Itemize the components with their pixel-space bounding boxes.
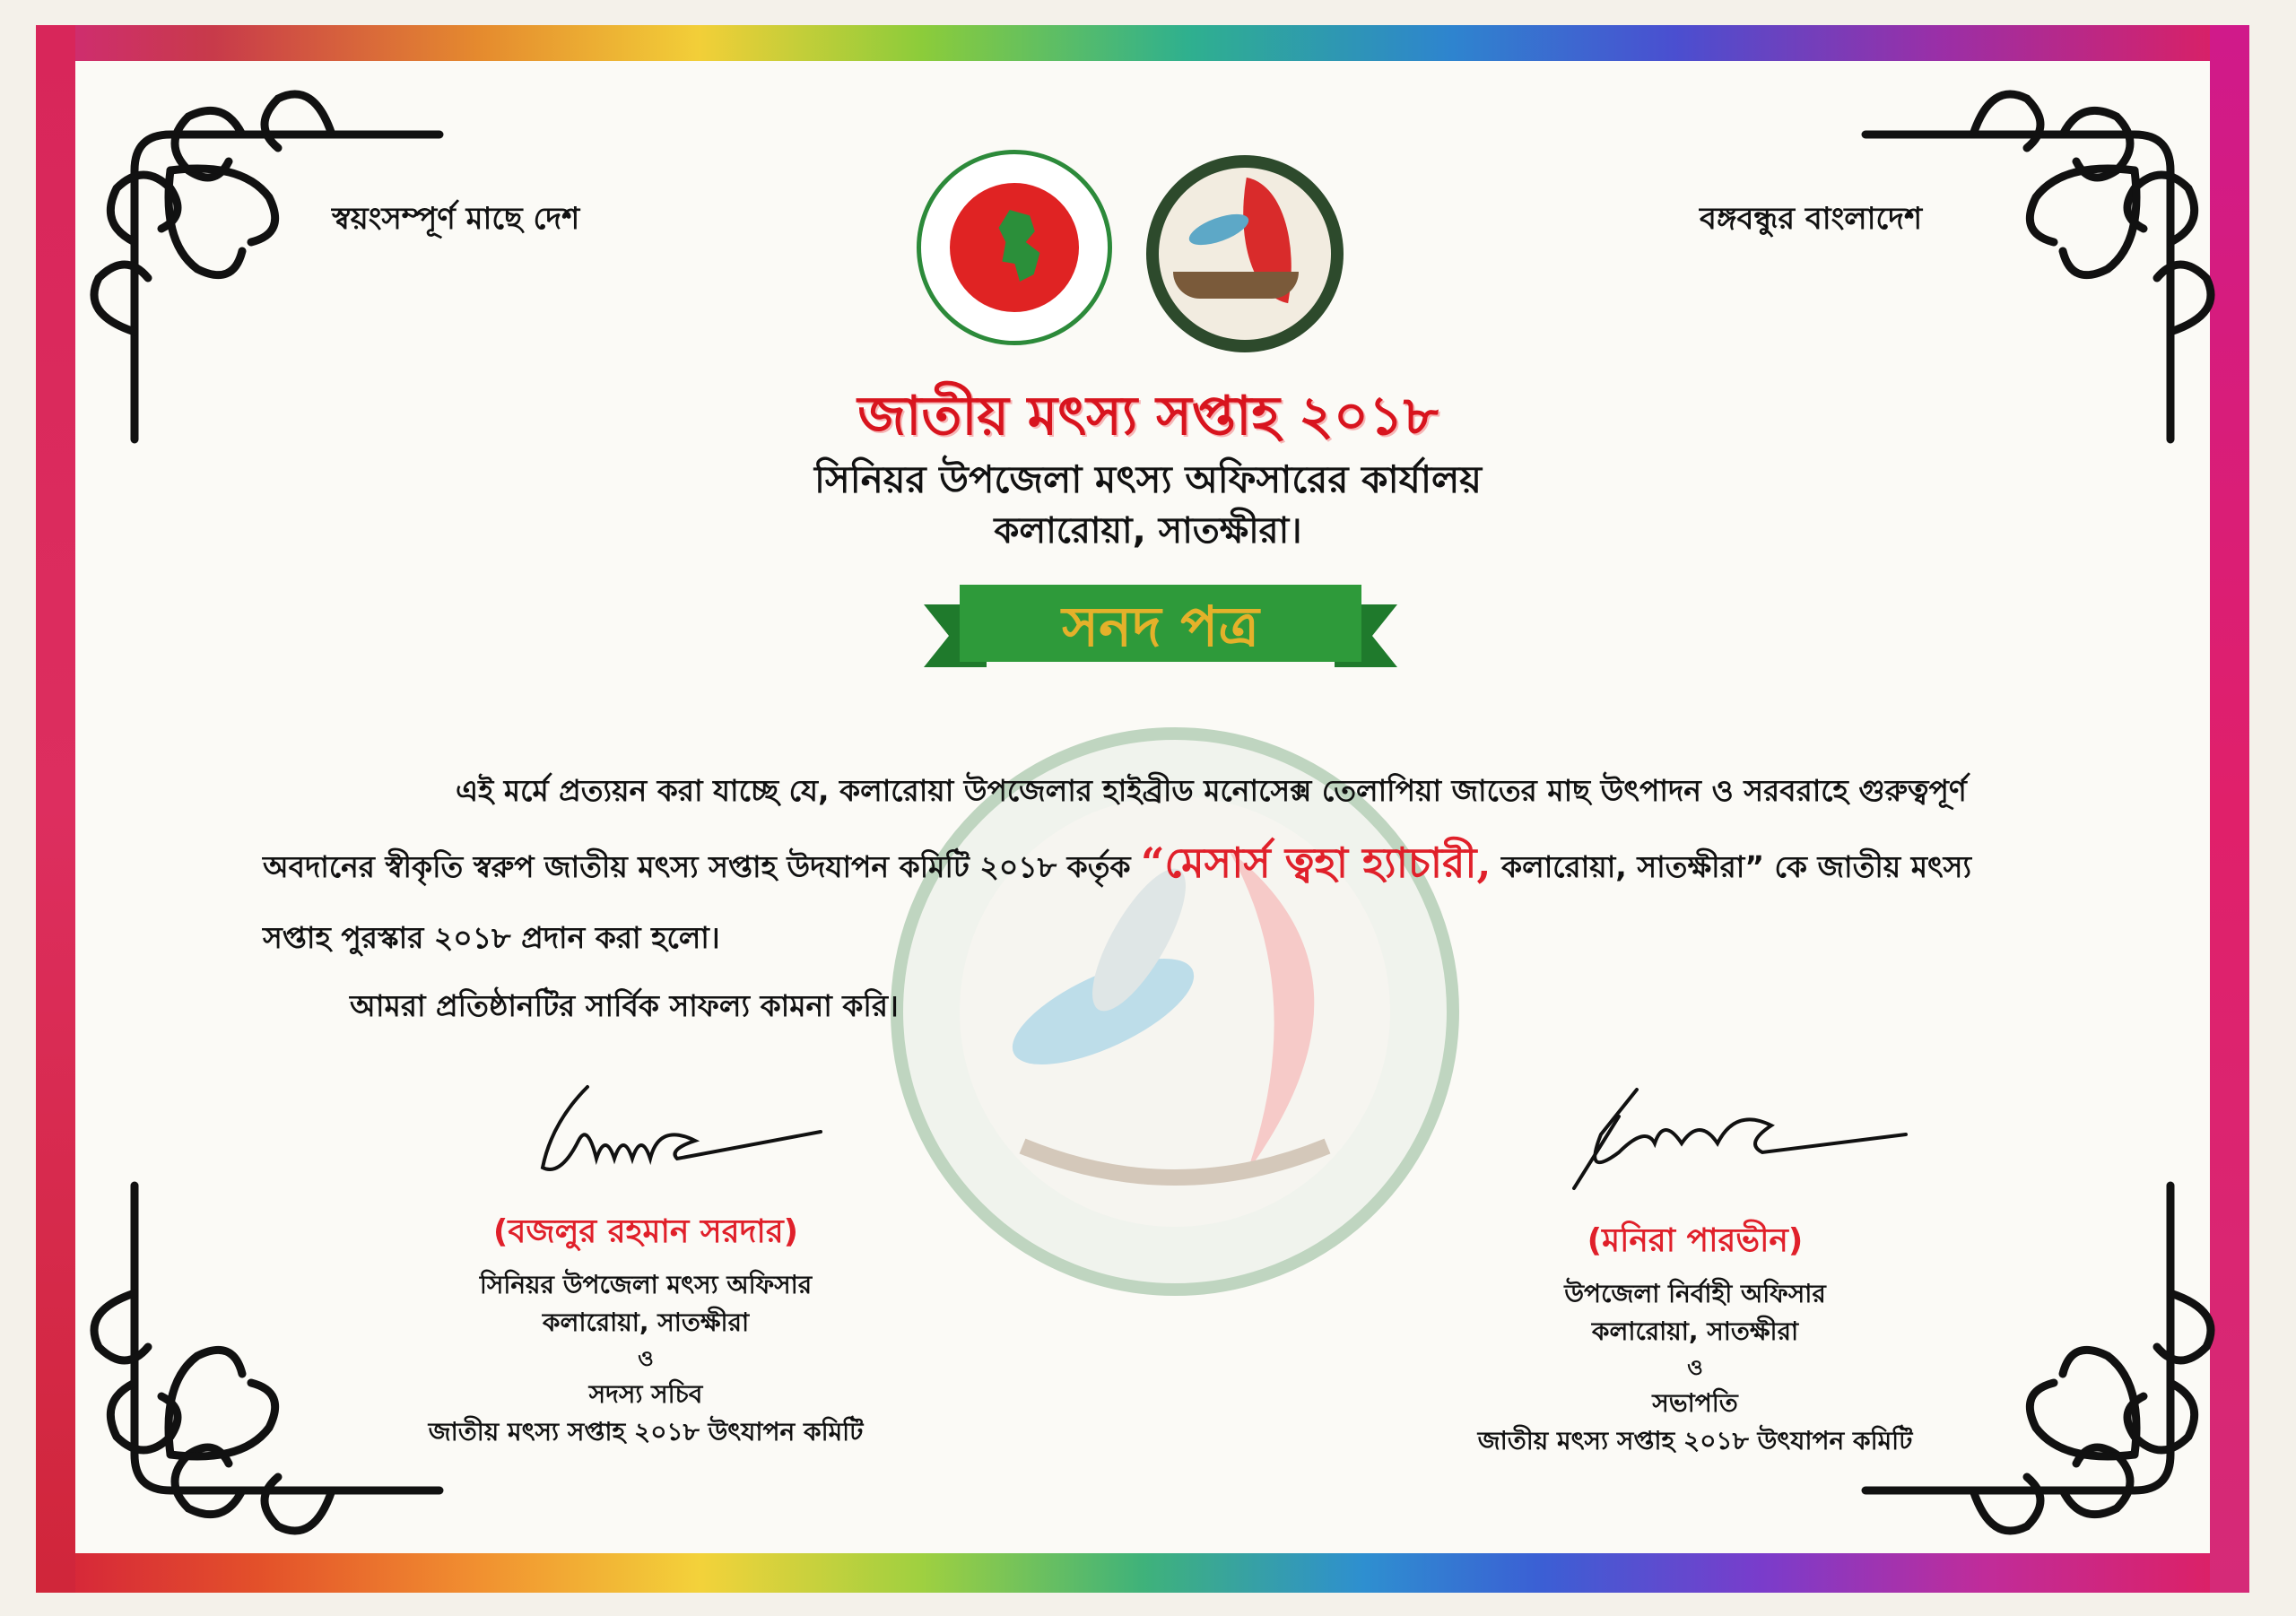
body-line-4: আমরা প্রতিষ্ঠানটির সার্বিক সাফল্য কামনা করি। [350,988,899,1023]
signatory-left-committee: জাতীয় মৎস্য সপ্তাহ ২০১৮ উৎযাপন কমিটি [428,1417,864,1447]
signature-left [525,1069,830,1203]
signatory-left [395,1207,897,1451]
office-location: কলারোয়া, সাতক্ষীরা। [994,510,1302,552]
body-line-2-end: কলারোয়া, সাতক্ষীরা” কে জাতীয় মৎস্য [1491,849,1972,884]
government-seal-logo [917,150,1112,345]
slogan-left: স্বয়ংসম্পূর্ণ মাছে দেশ [332,201,580,237]
signatory-right-role: সভাপতি [1652,1388,1738,1418]
signatory-right-place: কলারোয়া, সাতক্ষীরা [1591,1316,1799,1346]
body-line-2 [263,825,1971,905]
boat-icon [1173,272,1299,299]
certificate-title: জাতীয় মৎস্য সপ্তাহ ২০১৮ [857,385,1439,447]
ribbon-label: সনদ পত্র [1062,594,1259,659]
signatory-left-designation: সিনিয়র উপজেলা মৎস্য অফিসার [479,1270,813,1299]
signature-right [1565,1081,1915,1197]
signatory-left-place: কলারোয়া, সাতক্ষীরা [542,1308,750,1337]
signatory-right-designation: উপজেলা নির্বাহী অফিসার [1564,1279,1826,1308]
signatory-left-and: ও [638,1346,654,1371]
signatory-right-committee: জাতীয় মৎস্য সপ্তাহ ২০১৮ উৎযাপন কমিটি [1477,1426,1913,1455]
corner-ornament-bottom-left [63,1177,448,1562]
signatory-right [1444,1216,1946,1460]
signatory-left-name: (বজলুর রহমান সরদার) [492,1213,799,1250]
signatory-right-name: (মনিরা পারভীন) [1587,1222,1804,1259]
signatory-left-role: সদস্য সচিব [588,1379,703,1409]
awardee-name: “মেসার্স ত্বহা হ্যাচারী, [1141,838,1492,887]
frame-top-edge [36,25,2249,61]
body-line-2-start: অবদানের স্বীকৃতি স্বরুপ জাতীয় মৎস্য সপ্তাহ উদযাপন কমিটি ২০১৮ কর্তৃক [263,849,1142,884]
fisheries-department-logo [1146,155,1344,352]
body-line-3: সপ্তাহ পুরস্কার ২০১৮ প্রদান করা হলো। [263,920,720,955]
body-line-1: এই মর্মে প্রত্যয়ন করা যাচ্ছে যে, কলারোয়া উপজেলার হাইব্রীড মনোসেক্স তেলাপিয়া জাতের মাছ উৎপাদন ও সরবরাহে গুরুত্বপূর্ণ [456,773,1967,808]
office-name: সিনিয়র উপজেলা মৎস্য অফিসারের কার্যালয় [813,457,1483,501]
slogan-right: বঙ্গবন্ধুর বাংলাদেশ [1700,201,1923,237]
signatory-right-and: ও [1687,1355,1703,1380]
